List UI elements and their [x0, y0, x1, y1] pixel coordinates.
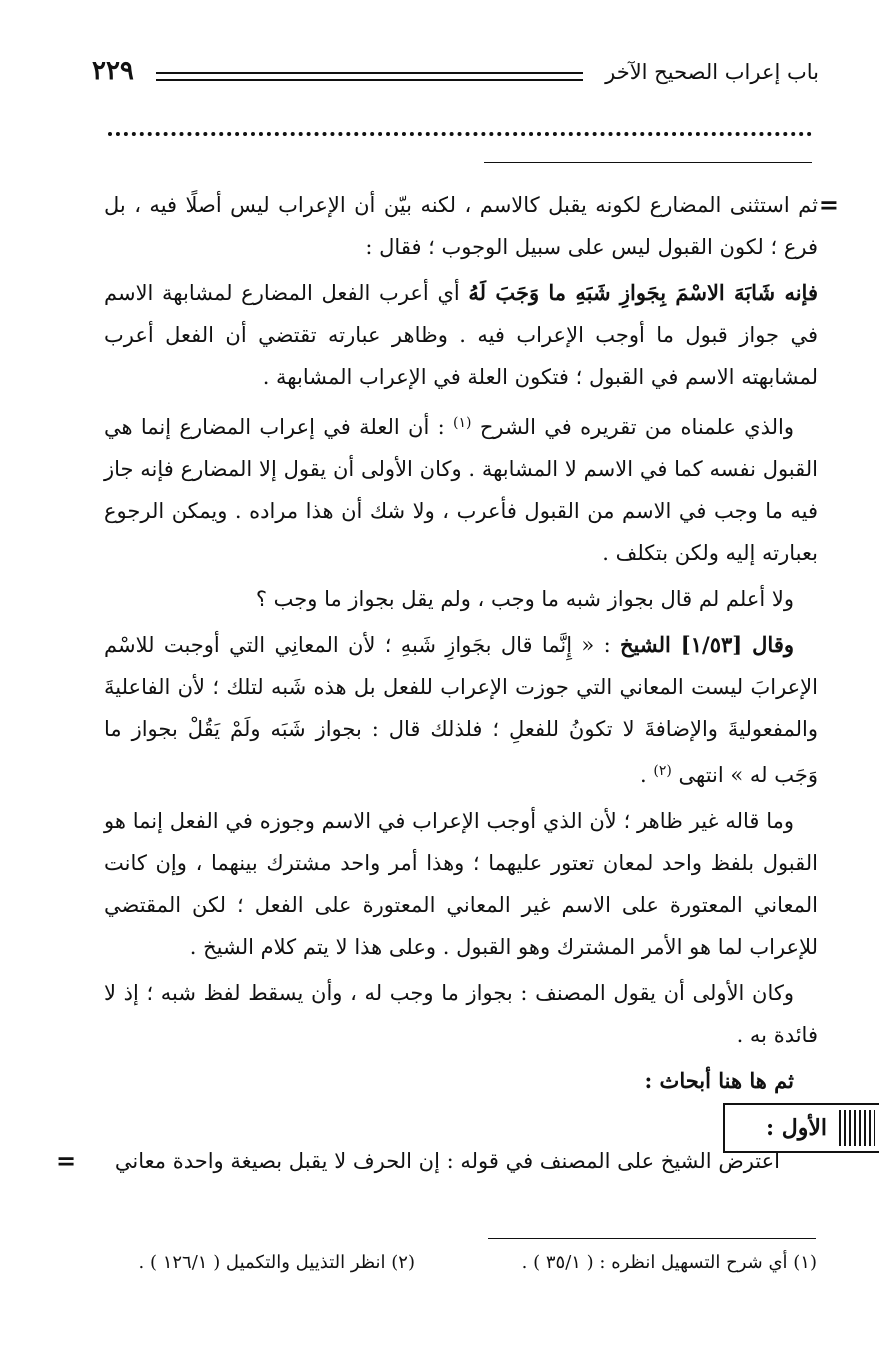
dotted-separator	[108, 132, 812, 136]
footnote-ref-1: (١)	[453, 415, 472, 431]
decorative-bars	[839, 1110, 875, 1146]
main-text	[104, 184, 818, 1106]
topics-heading: ثم ها هنا أبحاث :	[644, 1068, 794, 1093]
section-heading: الأول :	[765, 1115, 827, 1141]
page-number: ٢٢٩	[92, 56, 134, 86]
paragraph-3: والذي علمناه من تقريره في الشرح $^{(١)}$ : أن العلة في إعراب المضارع إنما هي القبول نفسه كما في الاسم لا المشابهة . وكان الأولى أن يقول إلا المضارع فإنه جاز فيه ما وجب في الاسم من القبول فأعرب ، ولا شك أن هذا مراده . ويمكن الرجوع بعبارته إليه ولكن بتكلف .	[104, 415, 818, 565]
paragraph-8	[104, 1060, 818, 1102]
footnote-1: (١) أي شرح التسهيل انظره : ( ٣٥/١ ) .	[521, 1252, 817, 1273]
running-header	[92, 56, 819, 96]
chapter-title: باب إعراب الصحيح الآخر	[605, 60, 819, 84]
matn-quote: فإنه شَابَهَ الاسْمَ بِجَوازِ شَبَهِ ما وَجَبَ لَهُ	[468, 280, 818, 305]
paragraph-6: وما قاله غير ظاهر ؛ لأن الذي أوجب الإعراب في الاسم وجوزه في الفعل إنما هو القبول بلفظ واحد لمعان تعتور عليهما ؛ وهذا أمر واحد مشترك بينهما ، وإن كانت المعاني المعتورة على الاسم غير المعاني المعتورة على الفعل ؛ لكن المقتضي للإعراب لما هو الأمر المشترك وهو القبول . وعلى هذا لا يتم كلام الشيخ .	[104, 809, 818, 959]
paragraph-7: وكان الأولى أن يقول المصنف : بجواز ما وجب له ، وأن يسقط لفظ شبه ؛ إذ لا فائدة به .	[104, 981, 818, 1047]
paragraph-last: اعترض الشيخ على المصنف في قوله : إن الحرف لا يقبل بصيغة واحدة معاني	[114, 1149, 780, 1173]
continuation-mark-top: =	[818, 190, 839, 219]
footnote-rule	[488, 1238, 816, 1239]
continuation-mark-bottom: =	[56, 1146, 77, 1175]
footnote-ref-2: (٢)	[653, 763, 672, 779]
footnote-2: (٢) انظر التذييل والتكميل ( ١٢٦/١ ) .	[138, 1252, 415, 1273]
paragraph-1: ثم استثنى المضارع لكونه يقبل كالاسم ، لكنه بيّن أن الإعراب ليس أصلًا فيه ، بل فرع ؛ لكون القبول ليس على سبيل الوجوب ؛ فقال :	[104, 193, 818, 259]
header-double-rule	[156, 72, 583, 81]
paragraph-4: ولا أعلم لم قال بجواز شبه ما وجب ، ولم يقل بجواز ما وجب ؟	[255, 587, 794, 611]
short-rule	[484, 162, 812, 163]
sheikh-label: وقال [١/٥٣] الشيخ	[619, 632, 794, 657]
paragraph-2: فإنه شَابَهَ الاسْمَ بِجَوازِ شَبَهِ ما وَجَبَ لَهُ أي أعرب الفعل المضارع لمشابهة الاسم في جواز قبول ما أوجب الإعراب فيه . وظاهر عبارته تقتضي أن الفعل أعرب لمشابهته الاسم في القبول ؛ فتكون العلة في الإعراب المشابهة .	[104, 280, 818, 389]
paragraph-5: وقال [١/٥٣] الشيخ : « إِنَّما قال بجَوازِ شَبهِ ؛ لأن المعانِي التي أوجبت للاسْم الإعرابَ ليست المعاني التي جوزت الإعراب للفعل بل هذه شَبه لتلك ؛ لأن الفاعليةَ والمفعوليةَ والإضافةَ لا تكونُ للفعلِ ؛ فلذلك قال : بجواز شَبَه ولَمْ يَقُلْ بجواز ما وَجَب له » انتهى $^{(٢)}$ .	[104, 632, 818, 787]
